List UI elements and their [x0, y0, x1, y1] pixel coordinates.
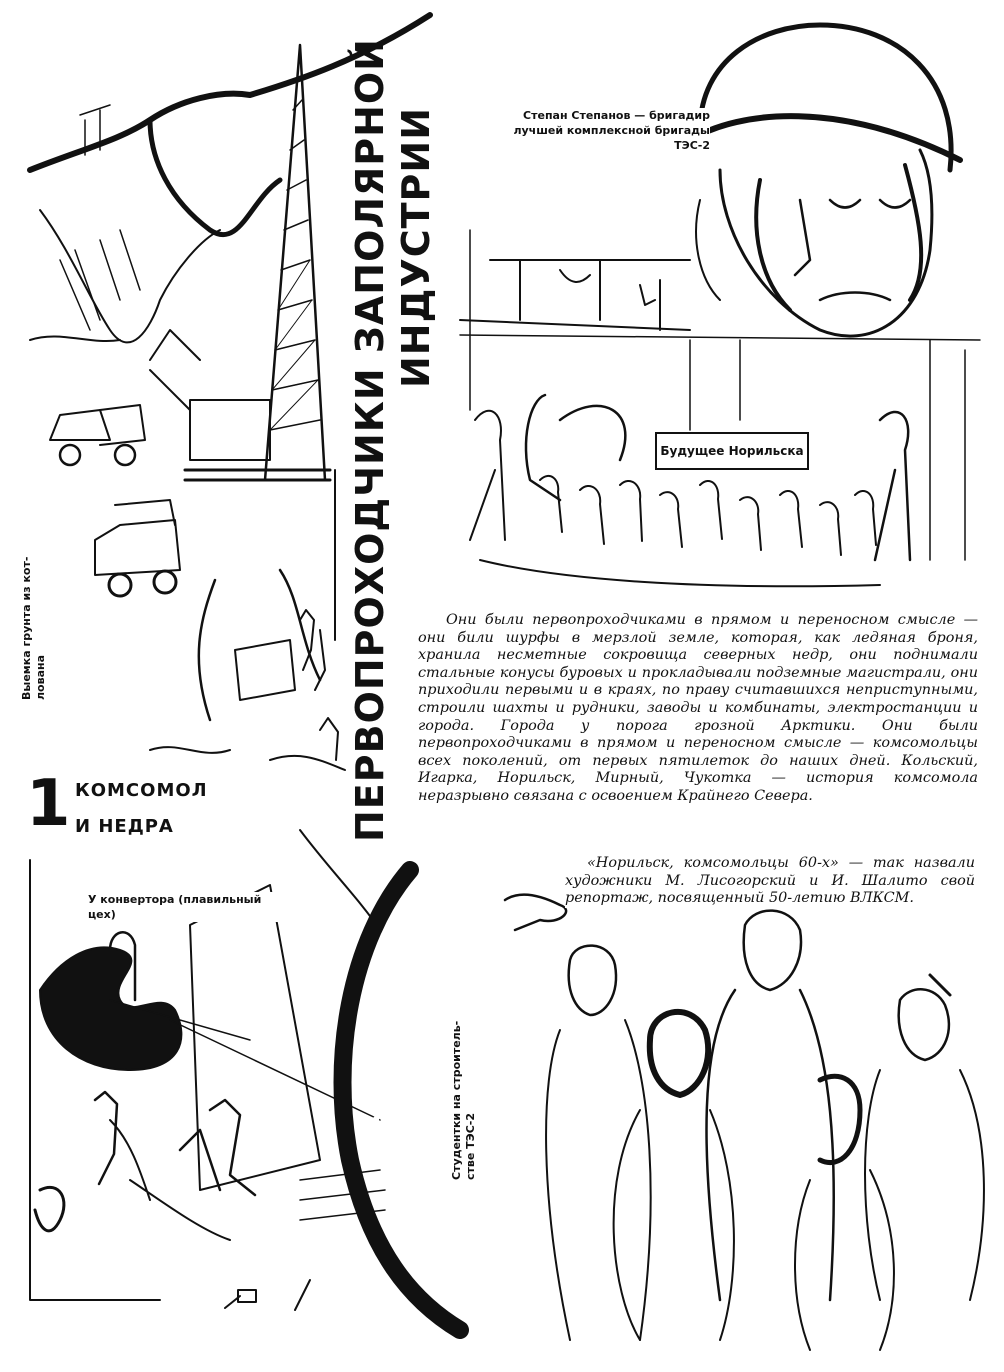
caption-excavation-line-2: лована — [34, 654, 47, 700]
headline-line-1: ПЕРВОПРОХОДЧИКИ ЗАПОЛЯРНОЙ — [348, 38, 392, 842]
article-paragraph-1: Они были первопроходчиками в прямом и переносном смысле — они били шурфы в мерзлой земле, которая, как ледяная броня, хранила несметные сокровища северных недр, они поднимали стальные конусы буровых и прокладывали подземные магистрали, они приходили первыми и в краях, по праву считавшихся неприступными, строили шахты и рудники, заводы и комбинаты, электростанции и города. Города у порога грозной Арктики. Они были первопроходчиками в прямом и переносном смысле — комсомольцы всех поколений, от первых пятилеток до наших дней. Кольский, Игарка, Норильск, Мирный, Чукотка — история комсомола неразрывно связана с освоением Крайнего Севера. — [418, 612, 978, 804]
caption-students-line-1: Студентки на строитель- — [450, 1020, 463, 1180]
caption-excavation — [20, 557, 48, 700]
caption-converter: У конвертора (плавильный цех) — [88, 892, 288, 922]
students-group-drawing — [505, 895, 984, 1350]
helmet-worker-portrait — [690, 25, 960, 336]
caption-students — [450, 1021, 478, 1180]
section-title-line-2: И НЕДРА — [72, 816, 177, 837]
converter-shop-drawing — [30, 860, 385, 1310]
caption-students-line-2: стве ТЭС-2 — [464, 1112, 477, 1180]
excavation-workers-drawing — [150, 570, 345, 770]
crane-drawing — [150, 45, 330, 480]
headline-line-2: ИНДУСТРИИ — [394, 106, 438, 388]
sign-future-norilsk: Будущее Норильска — [655, 432, 809, 470]
dump-truck-drawing — [50, 405, 180, 596]
section-number: 1 — [26, 767, 71, 841]
caption-excavation-line-1: Выемка грунта из кот- — [20, 556, 33, 700]
section-title-line-1: КОМСОМОЛ — [72, 780, 211, 801]
article-paragraph-2: «Норильск, комсомольцы 60-х» — так назвали художники М. Лисогорский и И. Шалито свой репортаж, посвященный 50-летию ВЛКСМ. — [565, 855, 975, 907]
caption-stepanov: Степан Степанов — бригадир лучшей комплексной бригады ТЭС-2 — [480, 108, 710, 153]
